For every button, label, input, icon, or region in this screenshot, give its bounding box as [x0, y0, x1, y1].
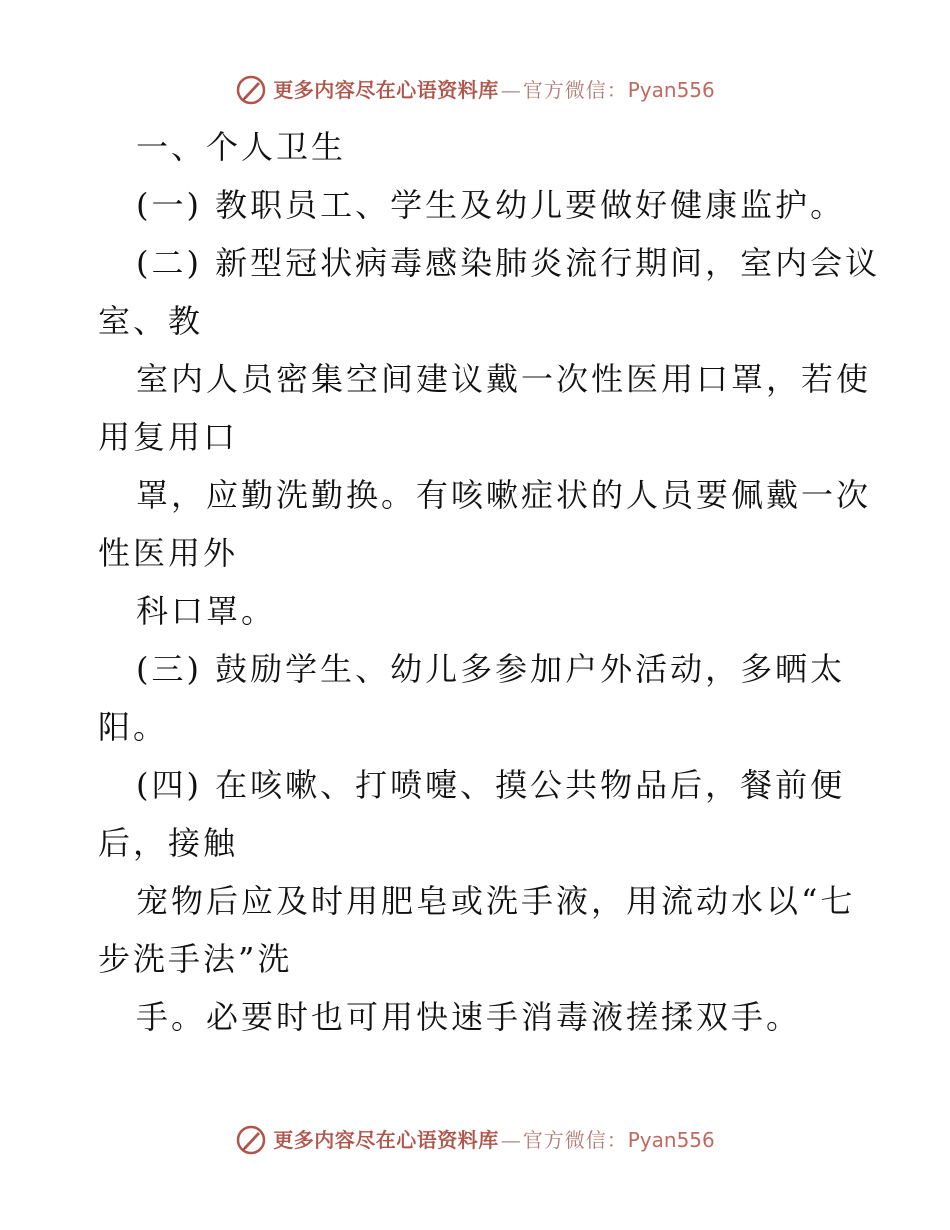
header-watermark	[0, 70, 950, 110]
watermark-wechat-label: 官方微信：	[522, 78, 628, 102]
text-line: 用复用口	[98, 418, 239, 456]
footer-watermark	[0, 1120, 950, 1160]
text-line: 室内人员密集空间建议戴一次性医用口罩，若使	[136, 360, 872, 398]
watermark-text: 更多内容尽在心语资料库	[273, 78, 499, 102]
watermark-wechat-label: 官方微信：	[522, 1128, 628, 1152]
watermark-dash: —	[500, 78, 521, 102]
watermark-wechat-id: Pyan556	[627, 1128, 715, 1152]
text-line: 手。必要时也可用快速手消毒液搓揉双手。	[136, 998, 802, 1036]
quill-logo-icon	[235, 74, 267, 106]
text-line: (一) 教职员工、学生及幼儿要做好健康监护。	[136, 186, 846, 224]
text-line: 科口罩。	[136, 592, 277, 630]
text-line: 步洗手法”洗	[98, 940, 293, 978]
text-line: 阳。	[98, 708, 169, 746]
watermark-wechat-id: Pyan556	[627, 78, 715, 102]
text-line: (四) 在咳嗽、打喷嚏、摸公共物品后，餐前便	[136, 766, 846, 804]
text-line: 后，接触	[98, 824, 239, 862]
section-heading: 一、个人卫生	[136, 128, 347, 166]
text-line: 宠物后应及时用肥皂或洗手液，用流动水以“七	[136, 882, 856, 920]
quill-logo-icon	[235, 1124, 267, 1156]
text-line: 罩，应勤洗勤换。有咳嗽症状的人员要佩戴一次	[136, 476, 872, 514]
watermark-text: 更多内容尽在心语资料库	[273, 1128, 499, 1152]
watermark-dash: —	[500, 1128, 521, 1152]
text-line: 性医用外	[98, 534, 239, 572]
text-line: 室、教	[98, 302, 204, 340]
text-line: (二) 新型冠状病毒感染肺炎流行期间，室内会议	[136, 244, 881, 282]
text-line: (三) 鼓励学生、幼儿多参加户外活动，多晒太	[136, 650, 846, 688]
document-body	[98, 118, 881, 1046]
